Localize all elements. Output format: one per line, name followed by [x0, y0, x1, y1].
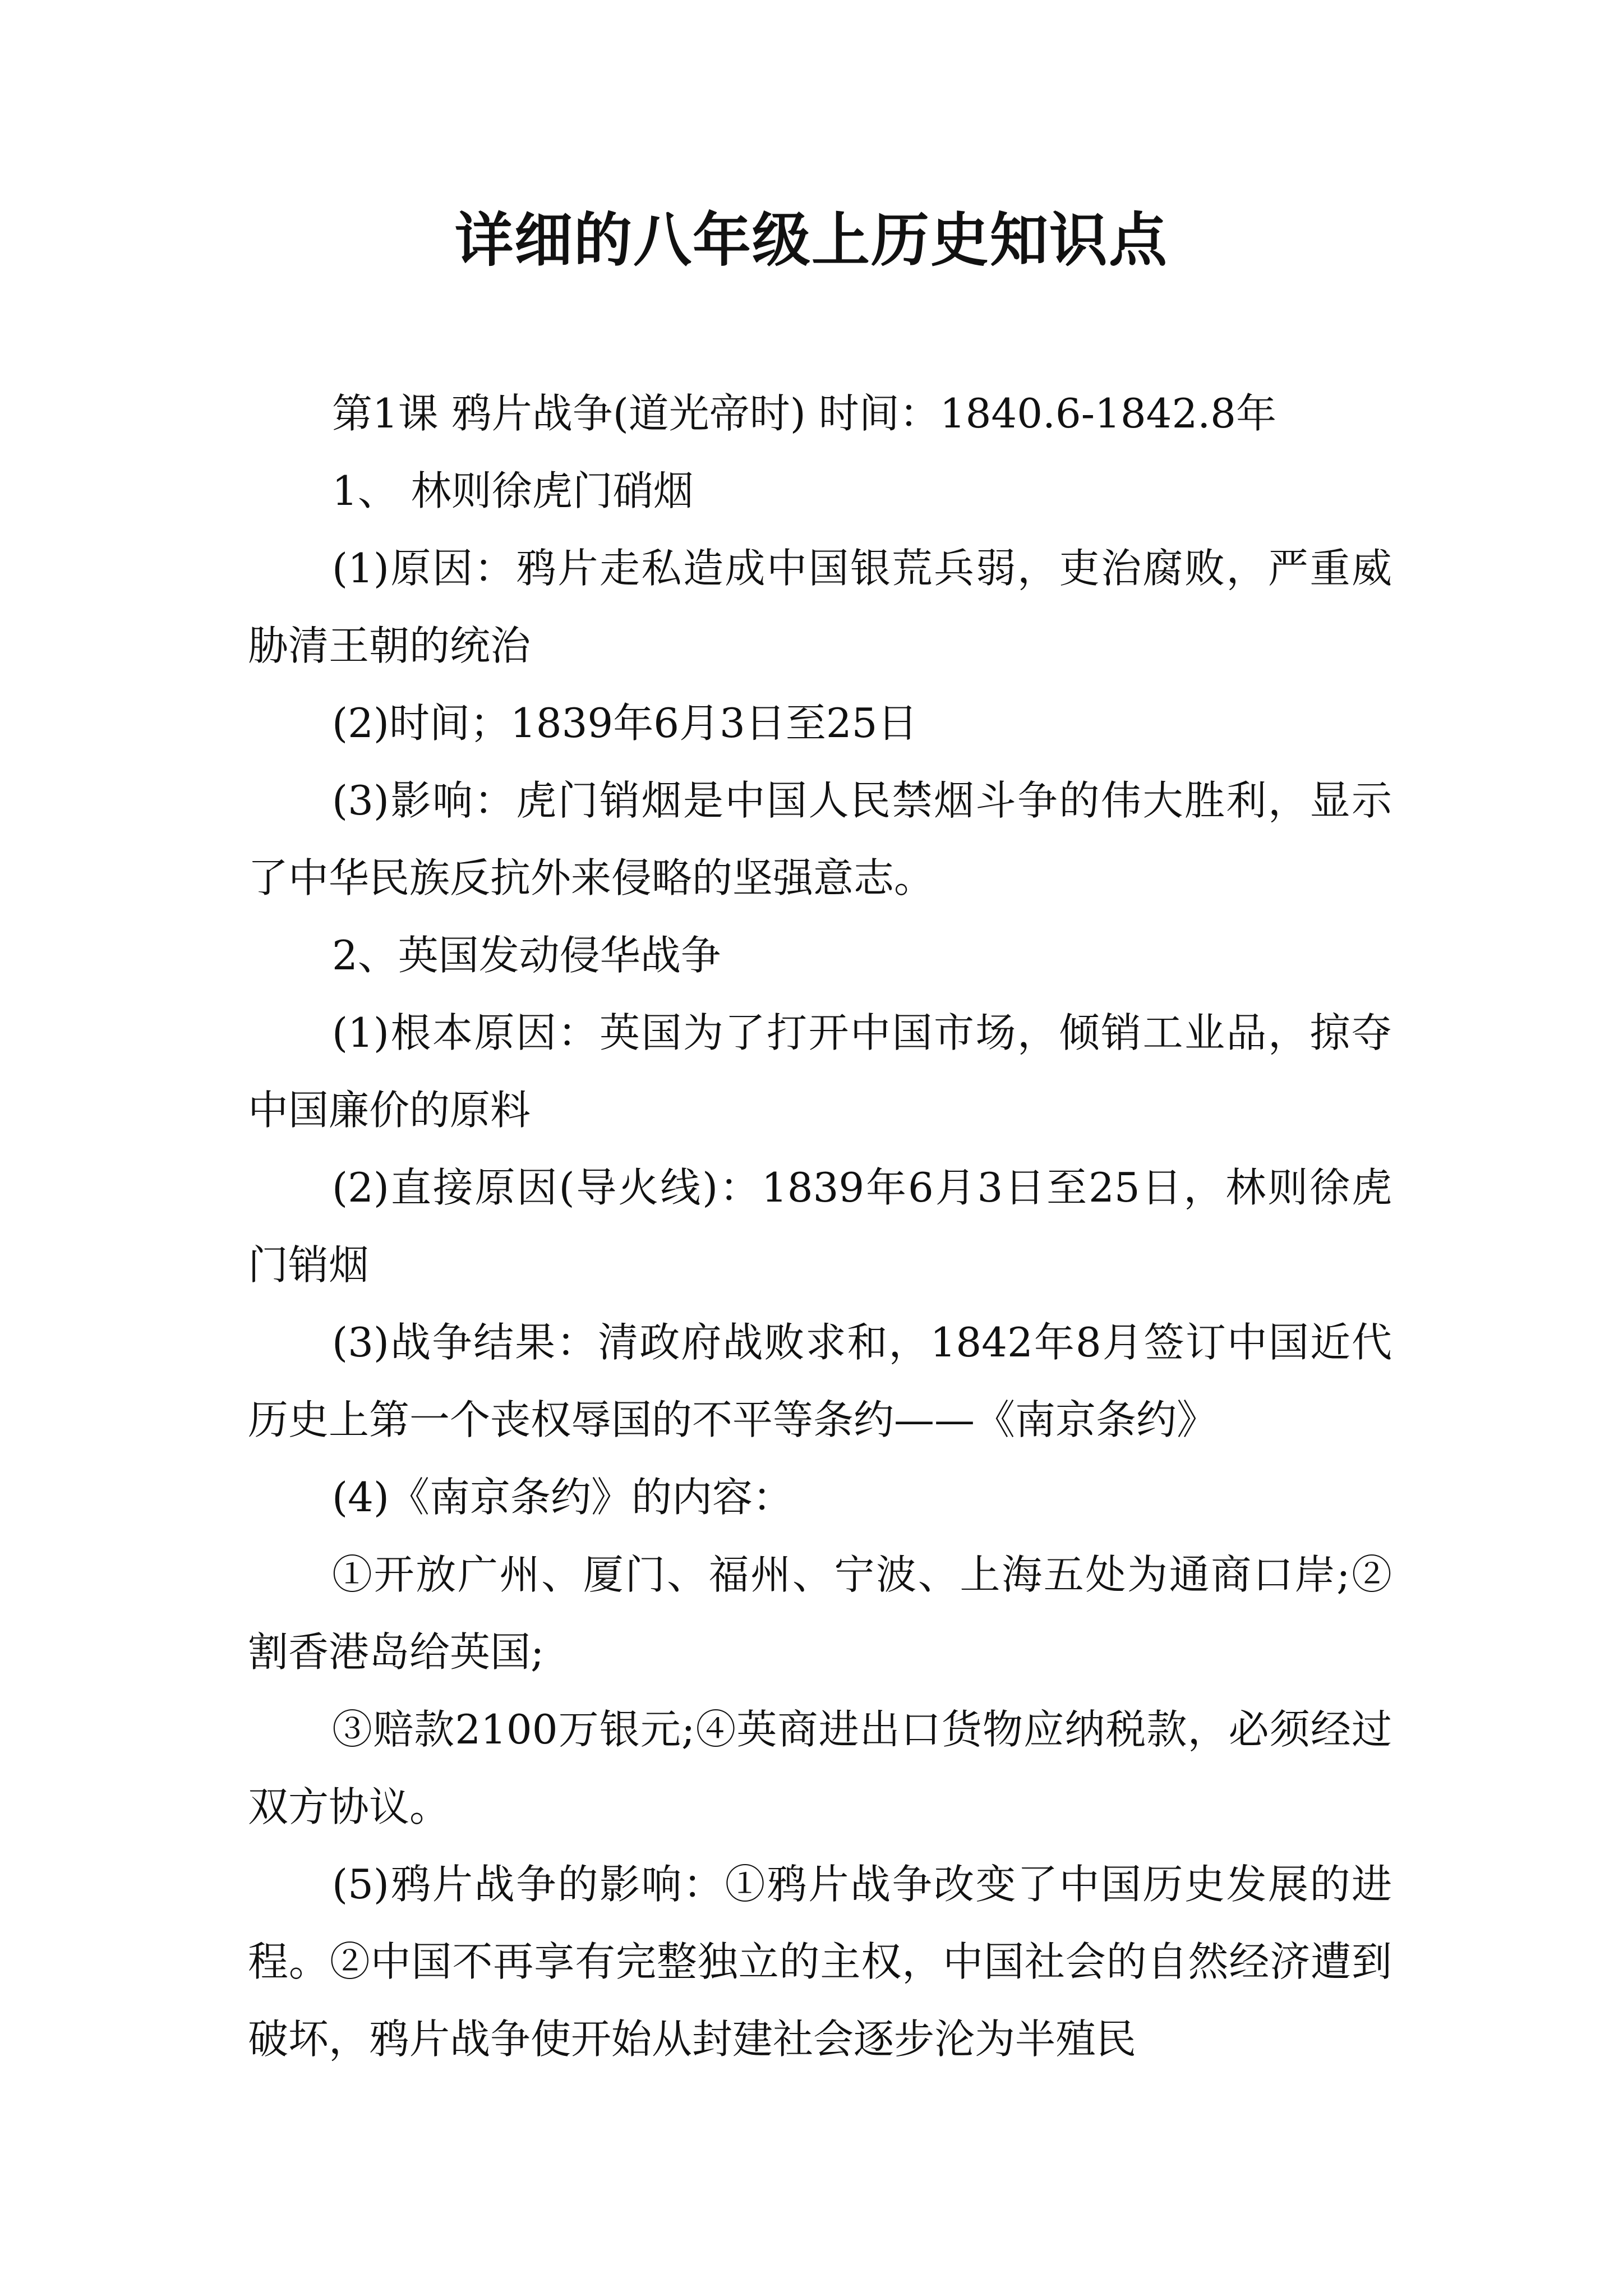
paragraph-root-cause: (1)根本原因：英国为了打开中国市场，倾销工业品，掠夺中国廉价的原料 — [248, 1009, 1392, 1134]
paragraph-war-influence: (5)鸦片战争的影响：①鸦片战争改变了中国历史发展的进程。②中国不再享有完整独立的主权，中国社会的自然经济遭到破坏，鸦片战争使开始从封建社会逐步沦为半殖民 — [248, 1861, 1392, 2063]
document-body — [248, 375, 1392, 2078]
paragraph-lesson-heading: 第1课 鸦片战争(道光帝时) 时间：1840.6-1842.8年 — [332, 390, 1276, 437]
paragraph-treaty-terms-2: ③赔款2100万银元;④英商进出口货物应纳税款，必须经过双方协议。 — [248, 1706, 1392, 1830]
paragraph-cause: (1)原因：鸦片走私造成中国银荒兵弱，吏治腐败，严重威胁清王朝的统治 — [248, 545, 1392, 669]
paragraph-section-1-heading: 1、 林则徐虎门硝烟 — [332, 467, 694, 514]
paragraph-section-2-heading: 2、英国发动侵华战争 — [332, 932, 721, 979]
paragraph-war-result: (3)战争结果：清政府战败求和，1842年8月签订中国近代历史上第一个丧权辱国的不平等条约——《南京条约》 — [248, 1319, 1392, 1443]
paragraph-time: (2)时间；1839年6月3日至25日 — [332, 700, 918, 747]
document-title: 详细的八年级上历史知识点 — [454, 206, 1168, 274]
paragraph-treaty-heading: (4)《南京条约》的内容： — [332, 1474, 793, 1521]
paragraph-direct-cause: (2)直接原因(导火线)：1839年6月3日至25日，林则徐虎门销烟 — [248, 1164, 1392, 1289]
paragraph-impact: (3)影响：虎门销烟是中国人民禁烟斗争的伟大胜利，显示了中华民族反抗外来侵略的坚强意志。 — [248, 777, 1392, 901]
paragraph-treaty-terms-1: ①开放广州、厦门、福州、宁波、上海五处为通商口岸;②割香港岛给英国; — [248, 1551, 1392, 1676]
